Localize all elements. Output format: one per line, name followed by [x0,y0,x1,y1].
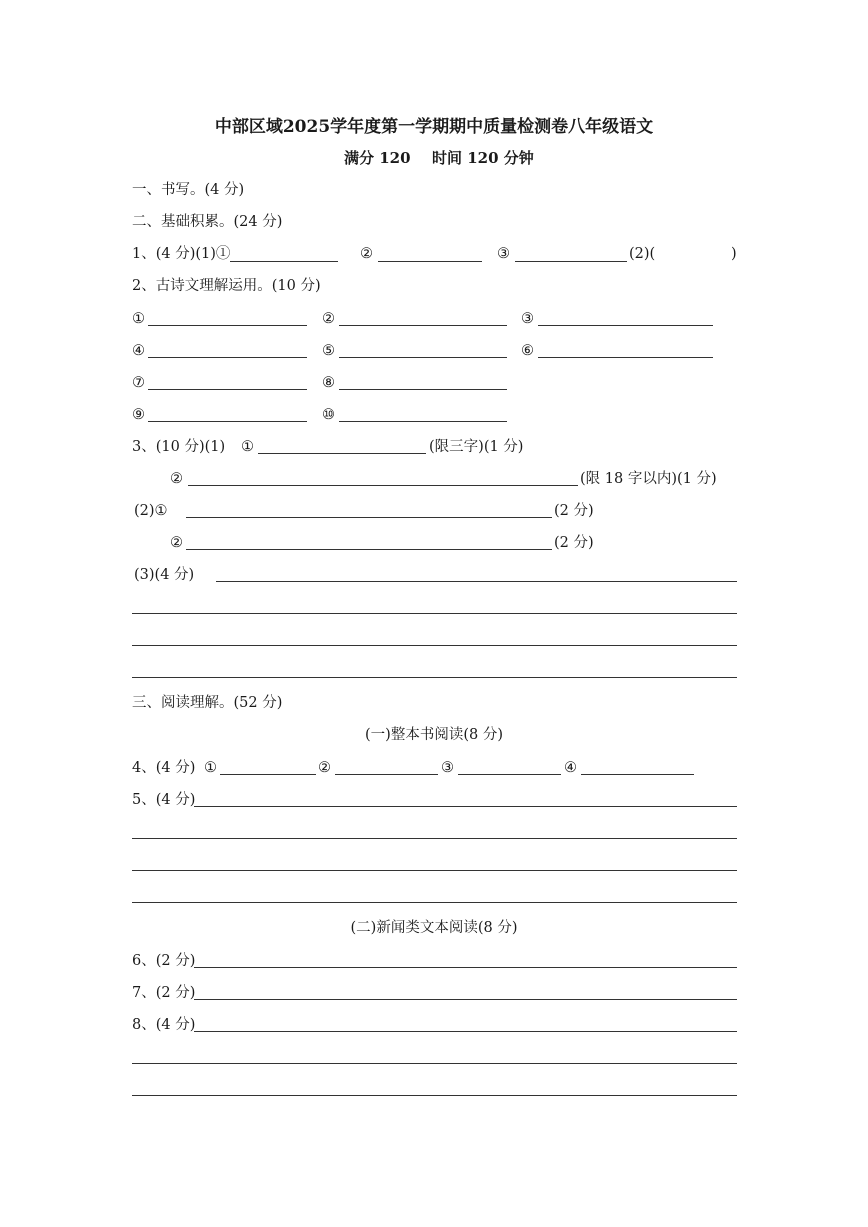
q3-part3-label: (3)(4 分) [134,567,195,583]
q7-line[interactable] [194,999,737,1000]
q5-line-1[interactable] [194,806,737,807]
part1-heading: (一)整本书阅读(8 分) [365,727,503,743]
q2-mark-10: ⑩ [322,407,335,423]
q5-line-3[interactable] [132,870,737,871]
q3-part2-blank-2[interactable] [186,549,552,550]
q2-blank-6[interactable] [538,357,713,358]
q2-blank-8[interactable] [339,389,507,390]
q2-blank-3[interactable] [538,325,713,326]
q1-label: 1、(4 分)(1)① [132,246,231,262]
section-reading: 三、阅读理解。(52 分) [132,695,283,711]
q3-blank-1[interactable] [258,453,426,454]
q2-blank-9[interactable] [148,421,307,422]
q4-mark-2: ② [318,760,331,776]
q3-part2-score-2: (2 分) [554,535,594,551]
q1-mark-3: ③ [497,246,510,262]
q3-mark-1: ① [241,439,254,455]
q2-mark-4: ④ [132,343,145,359]
q2-blank-7[interactable] [148,389,307,390]
q1-mark-2: ② [360,246,373,262]
q2-blank-10[interactable] [339,421,507,422]
q3-part2-score-1: (2 分) [554,503,594,519]
q2-mark-7: ⑦ [132,375,145,391]
q2-label: 2、古诗文理解运用。(10 分) [132,278,321,294]
q5-line-2[interactable] [132,838,737,839]
q5-label: 5、(4 分) [132,792,196,808]
q2-mark-8: ⑧ [322,375,335,391]
q3-part2-label: (2)① [134,503,168,519]
q1-blank-2[interactable] [378,261,482,262]
q4-mark-4: ④ [564,760,577,776]
q8-line-2[interactable] [132,1063,737,1064]
q4-label: 4、(4 分) [132,760,196,776]
q2-mark-2: ② [322,311,335,327]
q3-blank-2[interactable] [188,485,578,486]
q8-line-3[interactable] [132,1095,737,1096]
q5-line-4[interactable] [132,902,737,903]
q6-label: 6、(2 分) [132,953,196,969]
q3-label: 3、(10 分)(1) [132,439,226,455]
section-writing: 一、书写。(4 分) [132,182,245,198]
part2-heading: (二)新闻类文本阅读(8 分) [350,920,518,936]
exam-time: 时间 120 分钟 [432,149,534,167]
q3-part2-mark-2: ② [170,535,183,551]
q3-part2-blank-1[interactable] [186,517,552,518]
q4-mark-1: ① [204,760,217,776]
q1-part2-label: (2)( [629,246,656,262]
q3-limit-2: (限 18 字以内)(1 分) [580,471,717,487]
full-score: 满分 120 [344,149,411,167]
q3-part3-line-4[interactable] [132,677,737,678]
page-title: 中部区域2025学年度第一学期期中质量检测卷八年级语文 [214,117,654,137]
q2-mark-9: ⑨ [132,407,145,423]
section-basics: 二、基础积累。(24 分) [132,214,283,230]
q1-blank-3[interactable] [515,261,627,262]
q2-blank-1[interactable] [148,325,307,326]
q4-blank-3[interactable] [458,774,561,775]
q4-blank-1[interactable] [220,774,316,775]
q1-blank-1[interactable] [230,261,338,262]
q3-part3-line-3[interactable] [132,645,737,646]
q2-mark-1: ① [132,311,145,327]
q4-blank-2[interactable] [335,774,438,775]
q2-mark-5: ⑤ [322,343,335,359]
q3-mark-2: ② [170,471,183,487]
q4-mark-3: ③ [441,760,454,776]
q1-part2-close: ) [731,246,737,262]
q2-blank-2[interactable] [339,325,507,326]
q7-label: 7、(2 分) [132,985,196,1001]
q3-part3-line-2[interactable] [132,613,737,614]
q6-line[interactable] [194,967,737,968]
q2-blank-5[interactable] [339,357,507,358]
q8-line-1[interactable] [194,1031,737,1032]
q2-mark-6: ⑥ [521,343,534,359]
q3-limit-1: (限三字)(1 分) [429,439,524,455]
q3-part3-line-1[interactable] [216,581,737,582]
q4-blank-4[interactable] [581,774,694,775]
q8-label: 8、(4 分) [132,1017,196,1033]
q2-blank-4[interactable] [148,357,307,358]
q2-mark-3: ③ [521,311,534,327]
